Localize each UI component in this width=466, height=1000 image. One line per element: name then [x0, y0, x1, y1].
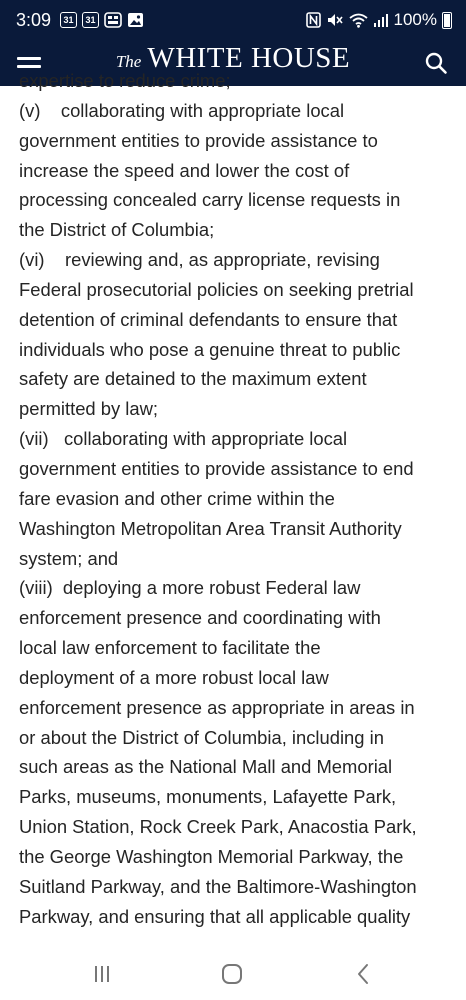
- article-line: the District of Columbia;: [19, 219, 215, 241]
- article-line: deployment of a more robust local law: [19, 666, 329, 688]
- article-line: government entities to provide assistance to: [19, 129, 378, 151]
- status-right: [306, 10, 452, 30]
- status-time: 3:09: [16, 9, 52, 30]
- article-line: (v) collaborating with appropriate local: [19, 99, 345, 121]
- article-line: such areas as the National Mall and Memorial: [19, 756, 393, 778]
- article-line: individuals who pose a genuine threat to public: [19, 338, 401, 360]
- article-line: (vii) collaborating with appropriate local: [19, 428, 348, 450]
- status-bar: [0, 0, 466, 40]
- article-line: Union Station, Rock Creek Park, Anacostia Park,: [19, 816, 417, 838]
- app-notification-icon: [104, 12, 122, 28]
- battery-percent: 100%: [393, 10, 437, 29]
- logo-prefix: The: [115, 52, 142, 71]
- article-line: fare evasion and other crime within the: [19, 487, 335, 509]
- article-line: the George Washington Memorial Parkway, the: [19, 845, 404, 867]
- article-line: (viii) deploying a more robust Federal law: [19, 577, 361, 599]
- mute-icon: [326, 12, 344, 28]
- status-left: [16, 10, 144, 31]
- article-line: Suitland Parkway, and the Baltimore-Washington: [19, 875, 417, 897]
- article-line: expertise to reduce crime;: [19, 70, 231, 91]
- article-line: processing concealed carry license requests in: [19, 189, 401, 211]
- article-line: increase the speed and lower the cost of: [19, 159, 350, 181]
- article-line: enforcement presence as appropriate in areas in: [19, 696, 415, 718]
- article-line: system; and: [19, 547, 119, 569]
- article-line: permitted by law;: [19, 398, 159, 420]
- nfc-icon: [306, 12, 321, 28]
- home-icon[interactable]: [217, 962, 247, 986]
- signal-icon: [373, 12, 389, 28]
- article-line: detention of criminal defendants to ensure that: [19, 308, 398, 330]
- calendar-notification-icon: 31: [60, 12, 77, 28]
- article-line: safety are detained to the maximum extent: [19, 368, 367, 390]
- article-line: (vi) reviewing and, as appropriate, revising: [19, 249, 380, 271]
- article-line: Parks, museums, monuments, Lafayette Park,: [19, 786, 397, 808]
- article-body: [0, 70, 466, 948]
- system-navigation-bar: [0, 948, 466, 1000]
- calendar-notification-icon: 31: [82, 12, 99, 28]
- article-line: Federal prosecutorial policies on seeking pretrial: [19, 278, 414, 300]
- logo-title: WHITE HOUSE: [147, 42, 351, 74]
- article-line: or about the District of Columbia, including in: [19, 726, 384, 748]
- article-line: enforcement presence and coordinating with: [19, 607, 381, 629]
- article-text: [19, 66, 459, 931]
- gallery-notification-icon: [127, 12, 144, 28]
- battery-icon: [442, 12, 452, 29]
- article-line: Washington Metropolitan Area Transit Authority: [19, 517, 402, 539]
- wifi-icon: [349, 12, 368, 28]
- recent-apps-icon[interactable]: [87, 962, 117, 986]
- back-icon[interactable]: [348, 962, 378, 986]
- article-line: government entities to provide assistance to end: [19, 457, 414, 479]
- article-line: local law enforcement to facilitate the: [19, 637, 321, 659]
- article-line: Parkway, and ensuring that all applicable quality: [19, 905, 411, 927]
